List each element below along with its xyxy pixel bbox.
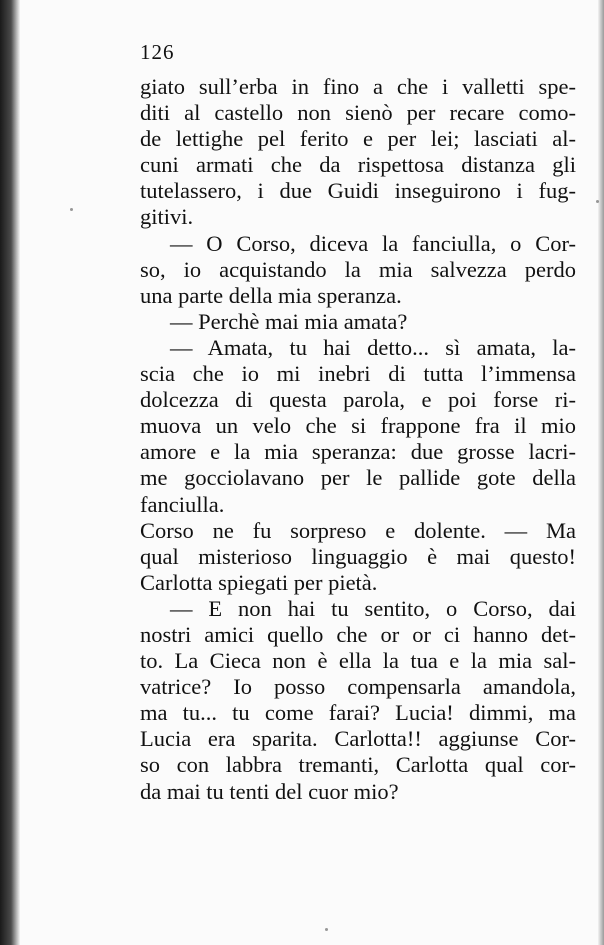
text-line: ma tu... tu come farai? Lucia! dimmi, ma <box>140 700 576 726</box>
body-text <box>140 74 576 805</box>
text-line: — Amata, tu hai detto... sì amata, la- <box>170 334 576 360</box>
text-line: so, io acquistando la mia salvezza perdo <box>140 256 576 282</box>
text-line: Lucia era sparita. Carlotta!! aggiunse Cor- <box>140 726 576 752</box>
text-line: to. La Cieca non è ella la tua e la mia sal- <box>140 648 576 674</box>
page-number: 126 <box>140 40 175 64</box>
text-line: dolcezza di questa parola, e poi forse ri- <box>140 387 576 413</box>
page-edge <box>598 0 604 945</box>
text-line: muova un velo che si frappone fra il mio <box>140 413 576 439</box>
binding-gutter <box>0 0 20 945</box>
text-line: diti al castello non sienò per recare como- <box>140 100 576 126</box>
text-line: so con labbra tremanti, Carlotta qual cor- <box>140 752 576 778</box>
print-speck <box>596 200 599 203</box>
text-line: amore e la mia speranza: due grosse lacri- <box>140 439 576 465</box>
text-line: da mai tu tenti del cuor mio? <box>140 778 399 804</box>
text-line: giato sull’erba in fino a che i valletti spe- <box>140 74 576 99</box>
text-line: cuni armati che da rispettosa distanza gli <box>140 152 576 178</box>
text-line: vatrice? Io posso compensarla amandola, <box>140 674 576 700</box>
text-line: Corso ne fu sorpreso e dolente. — Ma <box>140 517 576 543</box>
text-line: nostri amici quello che or or ci hanno det- <box>140 621 576 647</box>
text-line: tutelassero, i due Guidi inseguirono i fug- <box>140 178 576 204</box>
text-line: scia che io mi inebri di tutta l’immensa <box>140 361 576 387</box>
text-line: fanciulla. <box>140 491 225 517</box>
text-line: — O Corso, diceva la fanciulla, o Cor- <box>170 230 576 256</box>
text-line: una parte della mia speranza. <box>140 282 402 308</box>
print-speck <box>70 208 73 211</box>
text-line: de lettighe pel ferito e per lei; lasciati al- <box>140 126 576 152</box>
text-line: gitivi. <box>140 204 194 230</box>
text-line: me gocciolavano per le pallide gote della <box>140 465 576 491</box>
text-line: — E non hai tu sentito, o Corso, dai <box>170 595 576 621</box>
print-speck <box>325 928 328 931</box>
text-line: qual misterioso linguaggio è mai questo! <box>140 543 576 569</box>
text-line: Carlotta spiegati per pietà. <box>140 569 378 595</box>
text-line: — Perchè mai mia amata? <box>170 308 408 334</box>
